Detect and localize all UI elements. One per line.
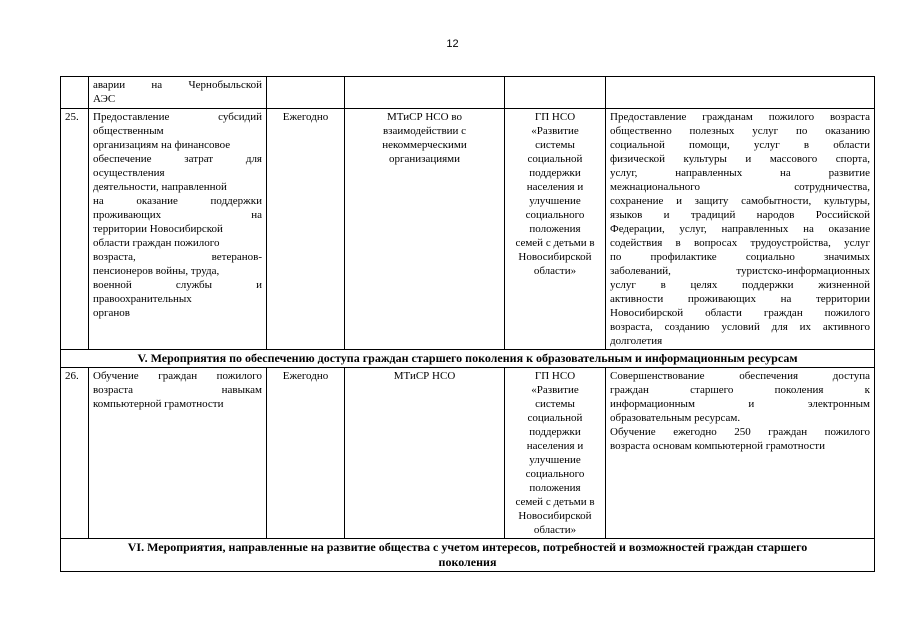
executor-cell bbox=[345, 368, 505, 539]
activities-table bbox=[60, 76, 875, 572]
program-cell bbox=[505, 109, 606, 350]
program-line: населения и bbox=[526, 440, 584, 452]
result-line: возраста, созданию условий для их активного bbox=[610, 321, 870, 333]
activity-line: на оказание поддержки bbox=[93, 195, 262, 207]
section-title-line: поколения bbox=[438, 555, 497, 569]
program-line: социальной bbox=[527, 412, 583, 424]
program-line: населения и bbox=[526, 181, 584, 193]
result-line: заболеваний, туристско-информационных bbox=[610, 265, 870, 277]
result-line: услуг в целях поддержки жизненной bbox=[610, 279, 870, 291]
result-line: языков и традиций народов Российской bbox=[610, 209, 870, 221]
activity-cell bbox=[89, 109, 267, 350]
activity-line: территории Новосибирской bbox=[93, 223, 223, 235]
activity-line: области граждан пожилого bbox=[93, 237, 220, 249]
program-cell bbox=[505, 368, 606, 539]
executor-line: МТиСР НСО bbox=[393, 370, 456, 382]
activity-line: деятельности, направленной bbox=[93, 181, 227, 193]
row-number: 26. bbox=[61, 368, 89, 539]
activity-line: компьютерной грамотности bbox=[93, 398, 224, 410]
program-line: улучшение bbox=[529, 454, 581, 466]
table-row-26 bbox=[61, 368, 875, 539]
activity-line: организациям на финансовое bbox=[93, 139, 231, 151]
executor-line: организациями bbox=[388, 153, 461, 165]
result-line: услуг, направленных на развитие bbox=[610, 167, 870, 179]
program-line: семей с детьми в bbox=[515, 496, 595, 508]
result-line: сохранение и защиту самобытности, культуры, bbox=[610, 195, 870, 207]
activity-line: Обучение граждан пожилого bbox=[93, 370, 262, 382]
result-line: социальной помощи, услуг в области bbox=[610, 139, 870, 151]
result-line: возраста основам компьютерной грамотности bbox=[610, 440, 825, 452]
result-line: граждан старшего поколения к bbox=[610, 384, 870, 396]
section-header-row bbox=[61, 539, 875, 572]
program-line: социальной bbox=[527, 153, 583, 165]
program-line: ГП НСО bbox=[534, 370, 576, 382]
activity-line: возраста навыкам bbox=[93, 384, 262, 396]
program-line: области» bbox=[533, 524, 577, 536]
program-line: Новосибирской bbox=[518, 251, 592, 263]
program-line: Новосибирской bbox=[518, 510, 592, 522]
continuation-activity-line: аварии на Чернобыльской bbox=[93, 79, 262, 91]
program-line: поддержки bbox=[529, 167, 581, 179]
table-row-25 bbox=[61, 109, 875, 350]
continuation-result-cell bbox=[606, 77, 875, 109]
program-line: ГП НСО bbox=[534, 111, 576, 123]
activity-line: правоохранительных bbox=[93, 293, 192, 305]
continuation-period-cell bbox=[267, 77, 345, 109]
section-title-v: V. Мероприятия по обеспечению доступа граждан старшего поколения к образовательным и информационным ресурсам bbox=[61, 350, 875, 368]
result-line: Федерации, услуг, направленных на оказание bbox=[610, 223, 870, 235]
activity-line: общественным bbox=[93, 125, 164, 137]
section-title-vi bbox=[61, 539, 875, 572]
program-line: социального bbox=[525, 468, 585, 480]
program-line: социального bbox=[525, 209, 585, 221]
activity-line: проживающих на bbox=[93, 209, 262, 221]
result-line: активности проживающих на территории bbox=[610, 293, 870, 305]
result-line: информационным и электронным bbox=[610, 398, 870, 410]
result-line: долголетия bbox=[610, 335, 663, 347]
result-line: Совершенствование обеспечения доступа bbox=[610, 370, 870, 382]
activity-line: военной службы и bbox=[93, 279, 262, 291]
result-cell bbox=[606, 368, 875, 539]
activity-line: возраста, ветеранов- bbox=[93, 251, 262, 263]
continuation-number-cell bbox=[61, 77, 89, 109]
result-line: общественно полезных услуг по оказанию bbox=[610, 125, 870, 137]
result-line: по профилактике социально значимых bbox=[610, 251, 870, 263]
result-line: Предоставление гражданам пожилого возраста bbox=[610, 111, 870, 123]
continuation-activity-cell bbox=[89, 77, 267, 109]
executor-line: взаимодействии с bbox=[382, 125, 467, 137]
result-line: физической культуры и массового спорта, bbox=[610, 153, 870, 165]
result-line: образовательным ресурсам. bbox=[610, 412, 741, 424]
activity-line: Предоставление субсидий bbox=[93, 111, 262, 123]
program-line: системы bbox=[535, 139, 575, 151]
activity-line: пенсионеров войны, труда, bbox=[93, 265, 220, 277]
continuation-program-cell bbox=[505, 77, 606, 109]
result-line: Новосибирской области граждан пожилого bbox=[610, 307, 870, 319]
result-line: межнационального сотрудничества, bbox=[610, 181, 870, 193]
row-number: 25. bbox=[61, 109, 89, 350]
section-header-row bbox=[61, 350, 875, 368]
result-cell bbox=[606, 109, 875, 350]
activity-cell bbox=[89, 368, 267, 539]
program-line: системы bbox=[535, 398, 575, 410]
program-line: положения bbox=[529, 482, 581, 494]
program-line: улучшение bbox=[529, 195, 581, 207]
program-line: «Развитие bbox=[531, 384, 579, 396]
activity-line: обеспечение затрат для bbox=[93, 153, 262, 165]
executor-cell bbox=[345, 109, 505, 350]
continuation-row bbox=[61, 77, 875, 109]
page-number: 12 bbox=[446, 38, 459, 50]
period-cell: Ежегодно bbox=[267, 368, 345, 539]
executor-line: некоммерческими bbox=[382, 139, 467, 151]
period-cell: Ежегодно bbox=[267, 109, 345, 350]
continuation-executor-cell bbox=[345, 77, 505, 109]
program-line: семей с детьми в bbox=[515, 237, 595, 249]
program-line: поддержки bbox=[529, 426, 581, 438]
continuation-activity-line: АЭС bbox=[93, 93, 116, 105]
section-title-line: VI. Мероприятия, направленные на развитие общества с учетом интересов, потребностей и возможностей граждан старшего bbox=[127, 540, 808, 554]
activity-line: осуществления bbox=[93, 167, 165, 179]
program-line: положения bbox=[529, 223, 581, 235]
program-line: области» bbox=[533, 265, 577, 277]
result-line: содействия в вопросах трудоустройства, услуг bbox=[610, 237, 870, 249]
executor-line: МТиСР НСО во bbox=[387, 111, 462, 123]
result-line: Обучение ежегодно 250 граждан пожилого bbox=[610, 426, 870, 438]
program-line: «Развитие bbox=[531, 125, 579, 137]
activity-line: органов bbox=[93, 307, 130, 319]
